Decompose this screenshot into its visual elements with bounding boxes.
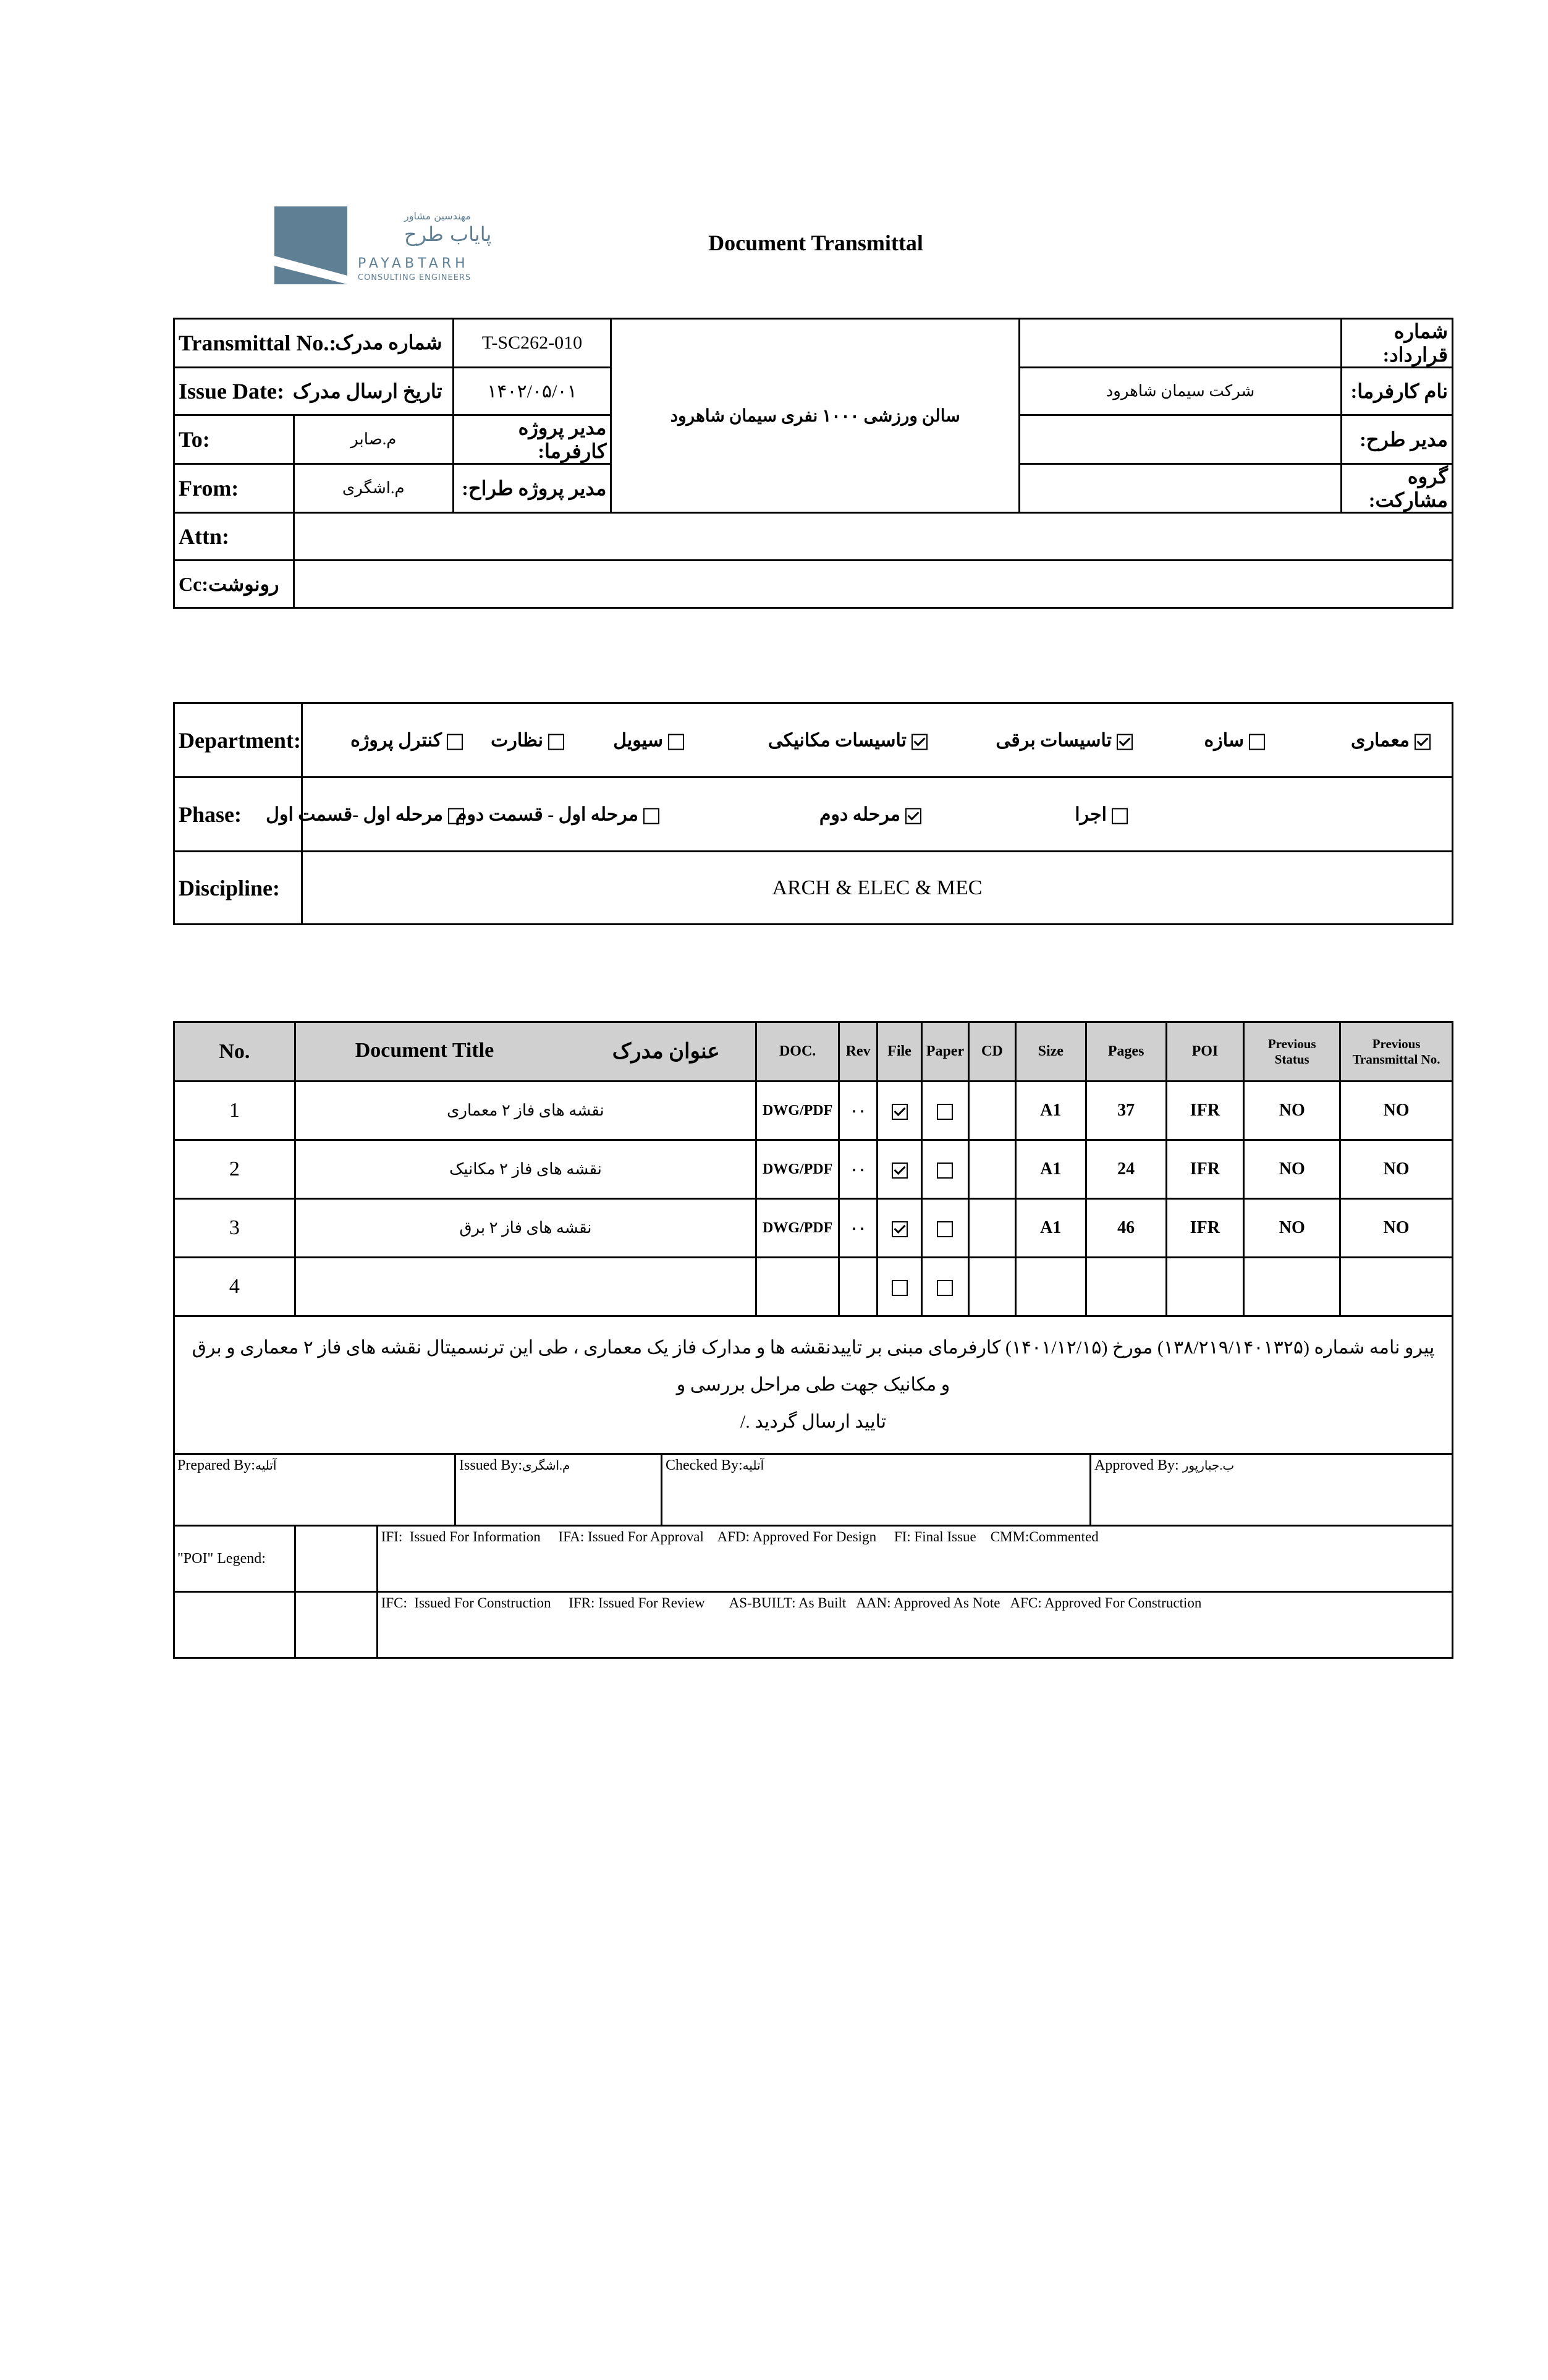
col-size: Size	[1015, 1022, 1086, 1082]
transmittal-no-label: Transmittal No.: شماره مدرک	[174, 319, 454, 368]
legend-label: "POI" Legend:	[174, 1526, 295, 1592]
dept-architecture-checkbox[interactable]	[1415, 734, 1431, 750]
contract-no-value	[1020, 319, 1342, 368]
doc-format	[756, 1258, 839, 1316]
doc-poi: IFR	[1166, 1199, 1244, 1258]
transmittal-note: پیرو نامه شماره (۱۳۸/۲۱۹/۱۴۰۱۳۲۵) مورخ (۱۴۰۱/۱۲/۱۵) کارفرمای مبنی بر تاییدنقشه ها و مدارک فاز یک معماری ، طی این ترنسمیتال نقشه های فاز ۲ معماری و برق و مکانیک جهت طی مراحل بررسی و تایید ارسال گردید ./	[174, 1316, 1453, 1454]
partner-value	[1020, 464, 1342, 513]
doc-prev-transmittal	[1340, 1258, 1453, 1316]
phase-first-part1-checkbox[interactable]	[448, 808, 464, 824]
approved-by: Approved By: ب.جبارپور	[1094, 1457, 1235, 1473]
dept-option-architecture[interactable]: معماری	[1351, 729, 1436, 751]
phase-option-first-part2[interactable]: مرحله اول - قسمت دوم	[455, 803, 664, 825]
doc-cd	[968, 1199, 1015, 1258]
paper-checkbox[interactable]	[937, 1162, 953, 1179]
doc-title: نقشه های فاز ۲ مکانیک	[295, 1140, 756, 1199]
doc-prev-transmittal: NO	[1340, 1199, 1453, 1258]
col-doc: DOC.	[756, 1022, 839, 1082]
discipline-value: ARCH & ELEC & MEC	[302, 852, 1452, 925]
prepared-by: Prepared By:آتلیه	[177, 1457, 277, 1473]
col-poi: POI	[1166, 1022, 1244, 1082]
table-row	[174, 1199, 1453, 1258]
doc-file	[878, 1258, 922, 1316]
doc-rev: ۰۰	[839, 1199, 878, 1258]
logo-name: PAYABTARH	[358, 256, 469, 271]
transmittal-info-table	[173, 318, 1453, 609]
phase-option-first-part1[interactable]: مرحله اول -قسمت اول	[266, 803, 469, 825]
doc-format: DWG/PDF	[756, 1199, 839, 1258]
paper-checkbox[interactable]	[937, 1104, 953, 1120]
attn-label: Attn:	[174, 513, 294, 561]
paper-checkbox[interactable]	[937, 1221, 953, 1237]
doc-no: 1	[174, 1082, 295, 1140]
doc-file	[878, 1082, 922, 1140]
doc-title	[295, 1258, 756, 1316]
file-checkbox[interactable]	[892, 1221, 908, 1237]
to-label: To:	[174, 415, 294, 464]
signatures-row	[174, 1454, 1453, 1526]
department-label: Department:	[174, 703, 302, 777]
col-paper: Paper	[921, 1022, 968, 1082]
doc-poi: IFR	[1166, 1140, 1244, 1199]
col-title: Document Title عنوان مدرک	[295, 1022, 756, 1082]
dept-civil-checkbox[interactable]	[668, 734, 684, 750]
phase-execution-checkbox[interactable]	[1112, 808, 1128, 824]
checked-by: Checked By:آتلیه	[666, 1457, 764, 1473]
to-role: مدیر پروژه کارفرما:	[453, 415, 611, 464]
phase-label: Phase:	[174, 777, 302, 852]
department-options	[302, 703, 1452, 777]
dept-option-structure[interactable]: سازه	[1204, 729, 1270, 751]
col-prev-transmittal: Previous Transmittal No.	[1340, 1022, 1453, 1082]
documents-table	[173, 1021, 1453, 1659]
company-logo	[274, 206, 503, 287]
page-title: Document Transmittal	[708, 231, 923, 255]
employer-value: شرکت سیمان شاهرود	[1020, 368, 1342, 415]
doc-title: نقشه های فاز ۲ معماری	[295, 1082, 756, 1140]
from-value: م.اشگری	[294, 464, 453, 513]
doc-size: A1	[1015, 1082, 1086, 1140]
doc-paper	[921, 1258, 968, 1316]
doc-format: DWG/PDF	[756, 1140, 839, 1199]
file-checkbox[interactable]	[892, 1280, 908, 1296]
doc-pages: 46	[1086, 1199, 1166, 1258]
logo-fa-line1: مهندسین مشاور	[404, 210, 471, 222]
dept-project-control-checkbox[interactable]	[447, 734, 463, 750]
doc-prev-status: NO	[1244, 1199, 1340, 1258]
doc-rev: ۰۰	[839, 1082, 878, 1140]
col-file: File	[878, 1022, 922, 1082]
issued-by: Issued By:م.اشگری	[459, 1457, 570, 1473]
from-label: From:	[174, 464, 294, 513]
doc-prev-transmittal: NO	[1340, 1140, 1453, 1199]
design-manager-value	[1020, 415, 1342, 464]
doc-paper	[921, 1199, 968, 1258]
col-no: No.	[174, 1022, 295, 1082]
logo-sub: CONSULTING ENGINEERS	[358, 273, 472, 282]
file-checkbox[interactable]	[892, 1162, 908, 1179]
doc-prev-transmittal: NO	[1340, 1082, 1453, 1140]
doc-no: 2	[174, 1140, 295, 1199]
discipline-label: Discipline:	[174, 852, 302, 925]
dept-option-civil[interactable]: سیویل	[613, 729, 689, 751]
doc-cd	[968, 1082, 1015, 1140]
doc-prev-status: NO	[1244, 1082, 1340, 1140]
table-row	[174, 1140, 1453, 1199]
phase-second-checkbox[interactable]	[905, 808, 921, 824]
issue-date-label: Issue Date: تاریخ ارسال مدرک	[174, 368, 454, 415]
doc-prev-status	[1244, 1258, 1340, 1316]
dept-supervision-checkbox[interactable]	[548, 734, 564, 750]
col-rev: Rev	[839, 1022, 878, 1082]
employer-label: نام کارفرما:	[1342, 368, 1453, 415]
dept-electrical-checkbox[interactable]	[1117, 734, 1133, 750]
doc-cd	[968, 1140, 1015, 1199]
project-title: سالن ورزشی ۱۰۰۰ نفری سیمان شاهرود	[611, 319, 1020, 513]
doc-size: A1	[1015, 1140, 1086, 1199]
doc-format: DWG/PDF	[756, 1082, 839, 1140]
issue-date-value: ۱۴۰۲/۰۵/۰۱	[453, 368, 611, 415]
dept-option-project-control[interactable]: کنترل پروژه	[350, 729, 468, 751]
doc-file	[878, 1199, 922, 1258]
design-manager-label: مدیر طرح:	[1342, 415, 1453, 464]
phase-option-second[interactable]: مرحله دوم	[819, 803, 926, 825]
doc-rev: ۰۰	[839, 1140, 878, 1199]
doc-pages	[1086, 1258, 1166, 1316]
phase-option-execution[interactable]: اجرا	[1075, 803, 1133, 825]
legend-label-empty	[174, 1592, 295, 1658]
to-value: م.صابر	[294, 415, 453, 464]
doc-no: 3	[174, 1199, 295, 1258]
doc-title: نقشه های فاز ۲ برق	[295, 1199, 756, 1258]
doc-paper	[921, 1082, 968, 1140]
contract-no-label: شماره قرارداد:	[1342, 319, 1453, 368]
dept-option-supervision[interactable]: نظارت	[491, 729, 569, 751]
col-cd: CD	[968, 1022, 1015, 1082]
cc-label: Cc:رونوشت	[174, 561, 294, 608]
phase-options	[266, 777, 1452, 852]
col-prev-status: Previous Status	[1244, 1022, 1340, 1082]
doc-poi: IFR	[1166, 1082, 1244, 1140]
doc-paper	[921, 1140, 968, 1199]
doc-cd	[968, 1258, 1015, 1316]
doc-file	[878, 1140, 922, 1199]
doc-no: 4	[174, 1258, 295, 1316]
file-checkbox[interactable]	[892, 1104, 908, 1120]
doc-pages: 37	[1086, 1082, 1166, 1140]
logo-fa-line2: پایاب طرح	[404, 222, 492, 246]
legend-line-1: IFI: Issued For Information IFA: Issued For Approval AFD: Approved For Design FI: Final Issue CMM:Commented	[295, 1526, 1452, 1592]
cc-value	[294, 561, 1452, 608]
doc-size: A1	[1015, 1199, 1086, 1258]
phase-first-part2-checkbox[interactable]	[643, 808, 659, 824]
logo-mark-icon	[274, 206, 347, 284]
doc-size	[1015, 1258, 1086, 1316]
legend-line-2: IFC: Issued For Construction IFR: Issued For Review AS-BUILT: As Built AAN: Approved As Note AFC: Approved For Construction	[295, 1592, 1452, 1658]
dept-option-mechanical[interactable]: تاسیسات مکانیکی	[768, 729, 933, 751]
attn-value	[294, 513, 1452, 561]
from-role: مدیر پروژه طراح:	[453, 464, 611, 513]
doc-rev	[839, 1258, 878, 1316]
classification-table	[173, 702, 1453, 925]
dept-option-electrical[interactable]: تاسیسات برقی	[996, 729, 1138, 751]
table-row	[174, 1082, 1453, 1140]
col-pages: Pages	[1086, 1022, 1166, 1082]
paper-checkbox[interactable]	[937, 1280, 953, 1296]
transmittal-no-value: T-SC262-010	[453, 319, 611, 368]
partner-label: گروه مشارکت:	[1342, 464, 1453, 513]
dept-structure-checkbox[interactable]	[1249, 734, 1265, 750]
doc-poi	[1166, 1258, 1244, 1316]
dept-mechanical-checkbox[interactable]	[911, 734, 928, 750]
table-row	[174, 1258, 1453, 1316]
doc-prev-status: NO	[1244, 1140, 1340, 1199]
doc-pages: 24	[1086, 1140, 1166, 1199]
